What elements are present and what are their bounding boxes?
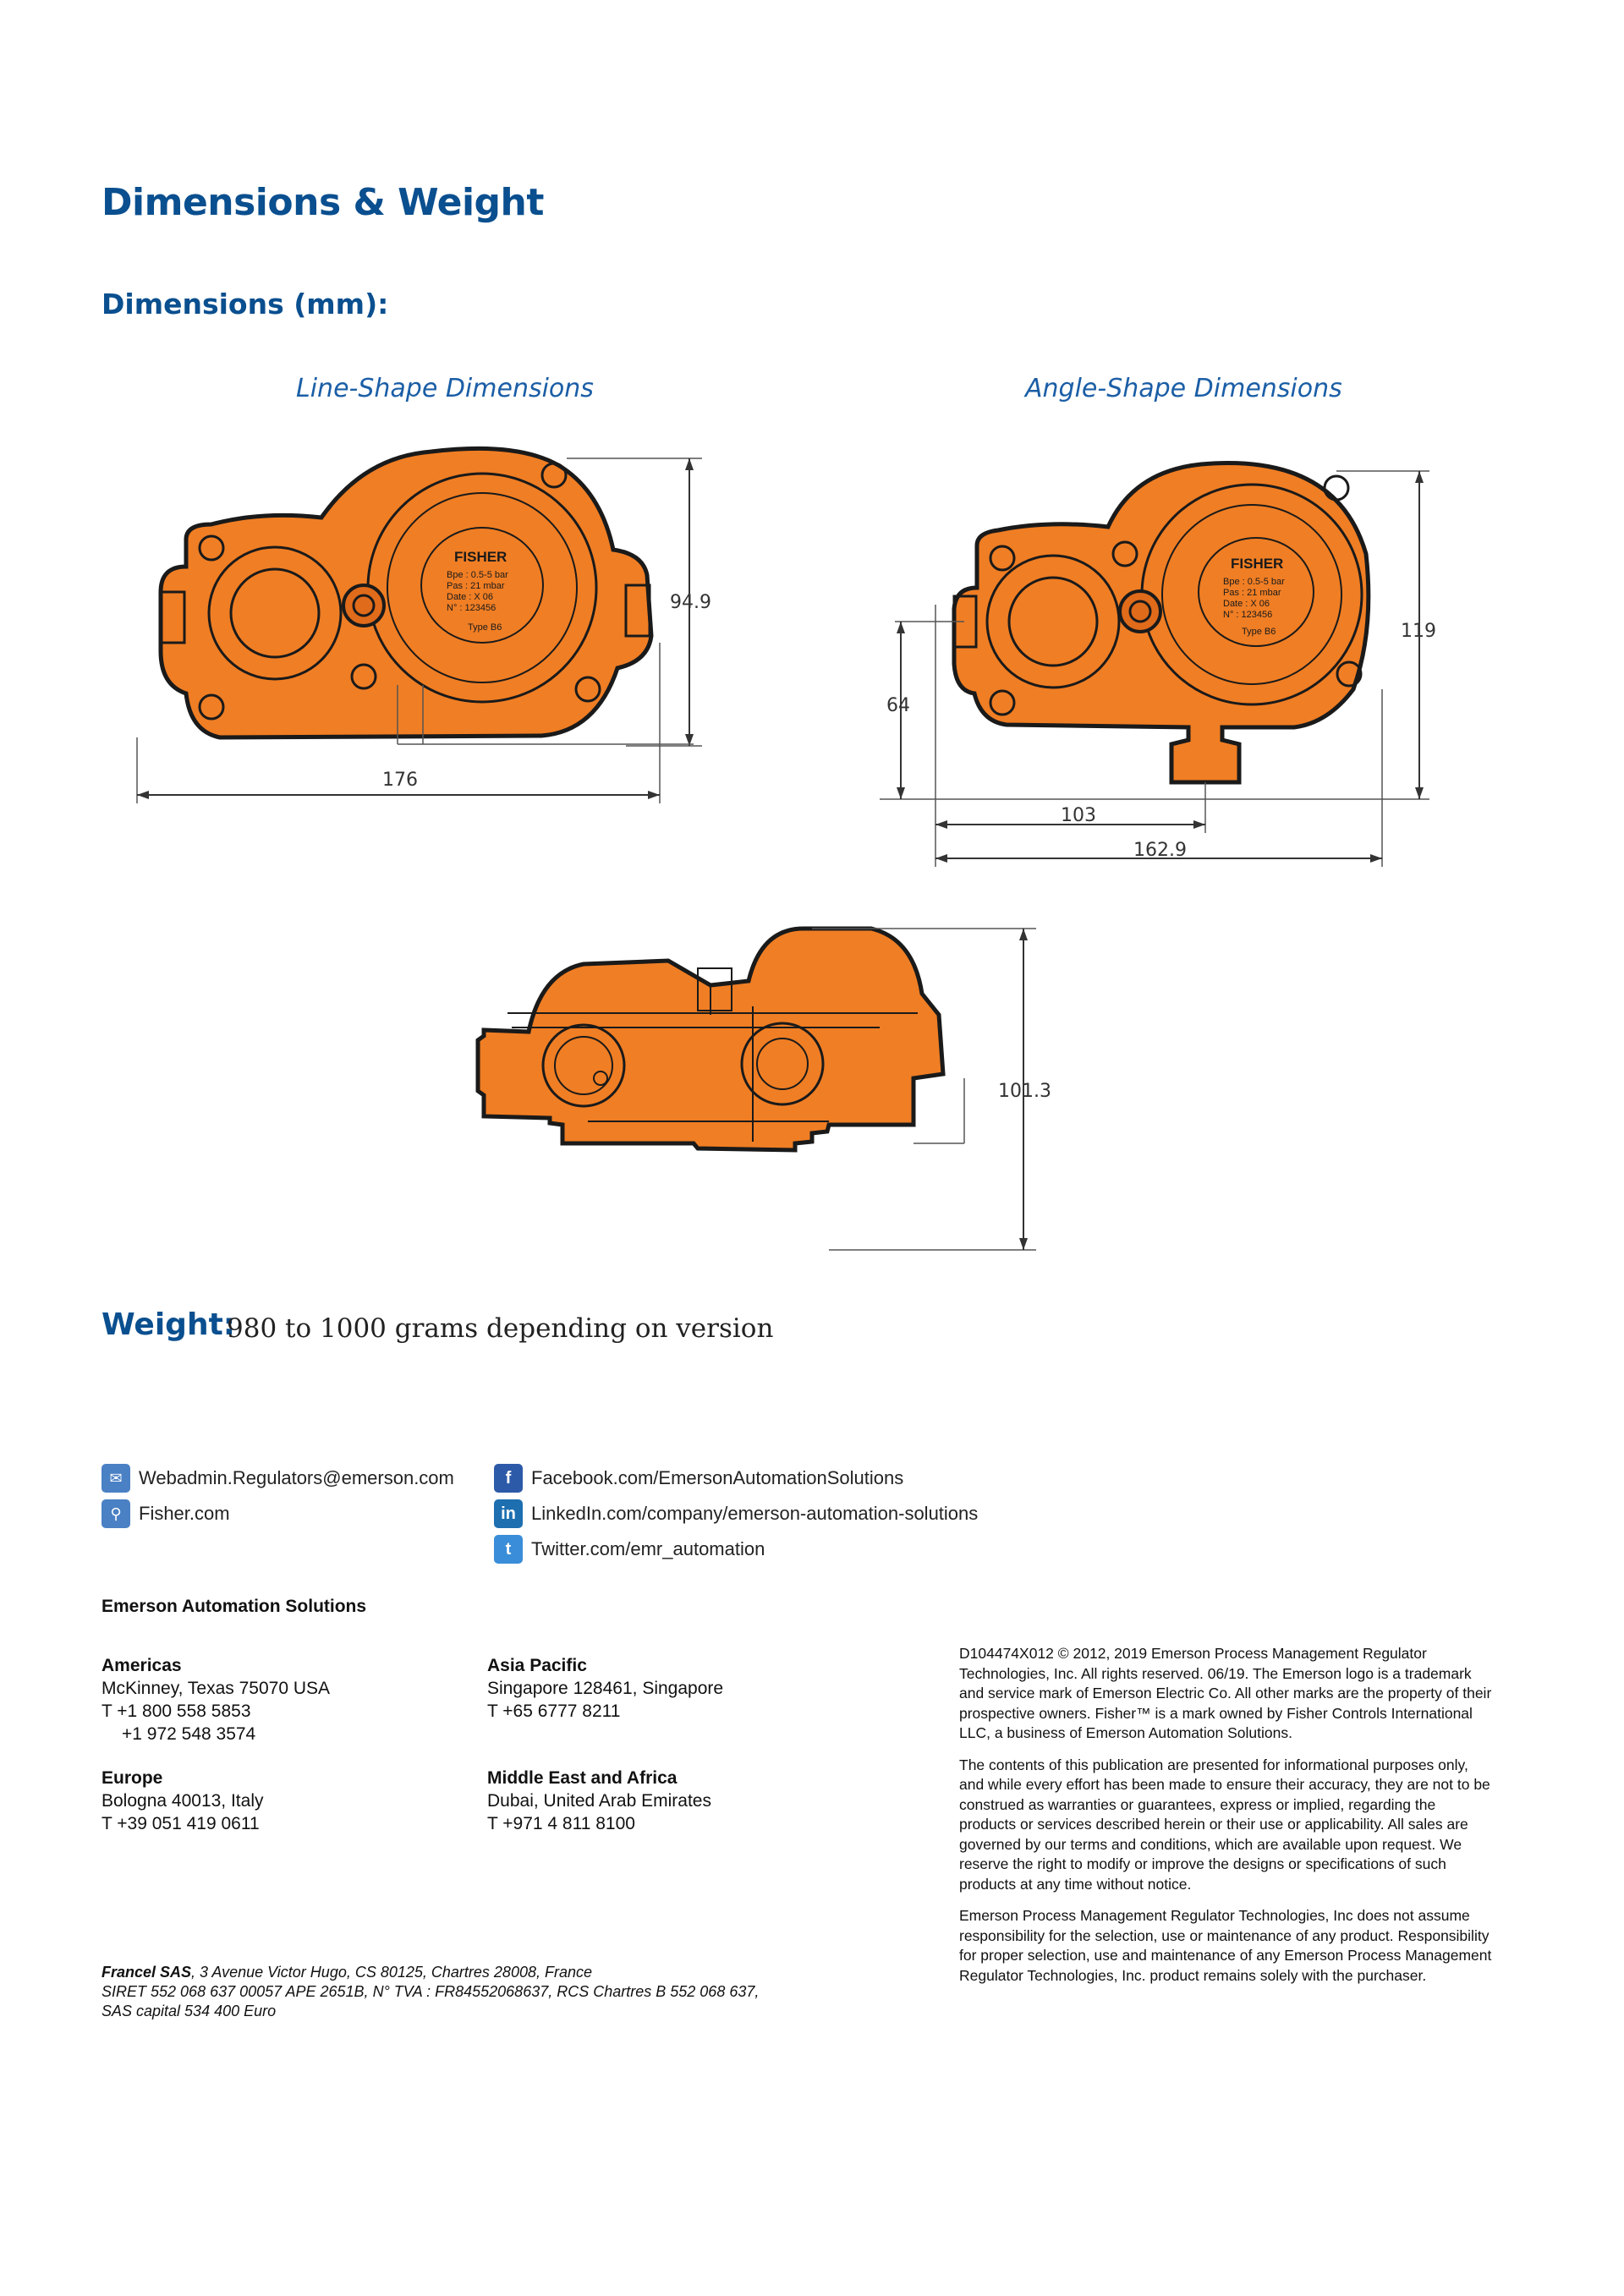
region-name: Middle East and Africa	[487, 1768, 678, 1788]
francel-address: , 3 Avenue Victor Hugo, CS 80125, Chartres 28008, France	[191, 1964, 592, 1981]
region-asia-pacific	[487, 1654, 723, 1723]
angle-plate-brand: FISHER	[1231, 556, 1284, 572]
region-phone: T +971 4 811 8100	[487, 1814, 635, 1833]
region-name: Americas	[102, 1656, 182, 1675]
region-name: Asia Pacific	[487, 1656, 587, 1675]
legal-paragraph-responsibility: Emerson Process Management Regulator Technologies, Inc does not assume responsibility for the selection, use or maintenance of any product. Responsibility for proper selection, use and maintenance of any Emerson Process Management Regulator Technologies, Inc. product remains solely with the purchaser.	[959, 1907, 1492, 1984]
region-phone: T +65 6777 8211	[487, 1701, 621, 1721]
legal-paragraph-disclaimer: The contents of this publication are presented for informational purposes only, and while every effort has been made to ensure their accuracy, they are not to be construed as warranties or guarantees, express or implied, regarding the products or services described herein or their use or applicability. All sales are governed by our terms and conditions, which are available upon request. We reserve the right to modify or improve the designs or specifications of such products at any time without notice.	[959, 1756, 1490, 1893]
line-shape-drawing	[118, 440, 727, 812]
twitter-contact[interactable]	[494, 1535, 765, 1564]
region-phone: T +1 800 558 5853	[102, 1701, 251, 1721]
region-address: Singapore 128461, Singapore	[487, 1679, 724, 1698]
facebook-contact[interactable]	[494, 1464, 903, 1493]
region-europe	[102, 1767, 263, 1835]
angle-plate-date: Date : X 06	[1223, 599, 1270, 609]
line-length-dimension: 176	[382, 770, 418, 791]
linkedin-icon: in	[494, 1499, 523, 1528]
line-plate-type: Type B6	[468, 622, 502, 633]
francel-registration: SIRET 552 068 637 00057 APE 2651B, N° TVA : FR84552068637, RCS Chartres B 552 068 637,	[102, 1983, 760, 2000]
email-contact[interactable]	[102, 1464, 454, 1493]
francel-capital: SAS capital 534 400 Euro	[102, 2003, 277, 2019]
region-americas	[102, 1654, 330, 1745]
region-address: Bologna 40013, Italy	[102, 1791, 264, 1811]
angle-outlet-offset-dimension: 103	[1061, 805, 1096, 826]
angle-plate-number: N° : 123456	[1223, 610, 1273, 620]
line-height-dimension: 94.9	[670, 592, 711, 613]
company-name: Emerson Automation Solutions	[102, 1597, 367, 1616]
region-phone: T +39 051 419 0611	[102, 1814, 260, 1833]
legal-paragraph-copyright: D104474X012 © 2012, 2019 Emerson Process Management Regulator Technologies, Inc. All rights reserved. 06/19. The Emerson logo is a trademark and service mark of Emerson Electric Co. All other marks are the property of their prospective owners. Fisher™ is a mark owned by Fisher Controls International LLC, a business of Emerson Automation Solutions.	[959, 1645, 1492, 1741]
angle-regulator-body	[954, 463, 1369, 782]
angle-shape-caption: Angle-Shape Dimensions	[1025, 374, 1342, 403]
web-contact[interactable]	[102, 1499, 230, 1528]
weight-value: 980 to 1000 grams depending on version	[227, 1313, 774, 1344]
search-icon: ⚲	[102, 1499, 130, 1528]
line-plate-pas: Pas : 21 mbar	[447, 581, 505, 591]
angle-inlet-height-dimension: 64	[886, 695, 910, 716]
mail-icon: ✉	[102, 1464, 130, 1493]
francel-name: Francel SAS	[102, 1964, 192, 1981]
region-middle-east-africa	[487, 1767, 711, 1835]
facebook-icon: f	[494, 1464, 523, 1493]
weight-label: Weight:	[102, 1307, 236, 1342]
angle-shape-drawing	[880, 452, 1438, 875]
side-view-drawing	[474, 922, 1049, 1260]
section-subtitle: Dimensions (mm):	[102, 288, 389, 321]
linkedin-contact[interactable]	[494, 1499, 978, 1528]
twitter-icon: t	[494, 1535, 523, 1564]
side-height-dimension: 101.3	[998, 1081, 1051, 1102]
angle-plate-type: Type B6	[1242, 627, 1276, 637]
region-address: McKinney, Texas 75070 USA	[102, 1679, 331, 1698]
angle-length-dimension: 162.9	[1133, 840, 1187, 861]
linkedin-link[interactable]: LinkedIn.com/company/emerson-automation-solutions	[531, 1503, 979, 1524]
line-plate-number: N° : 123456	[447, 603, 497, 613]
angle-plate-pas: Pas : 21 mbar	[1223, 588, 1281, 598]
region-phone-alt: +1 972 548 3574	[122, 1724, 256, 1744]
line-plate-brand: FISHER	[454, 549, 508, 565]
email-link[interactable]: Webadmin.Regulators@emerson.com	[139, 1467, 454, 1488]
side-regulator-body	[478, 929, 943, 1150]
line-shape-caption: Line-Shape Dimensions	[296, 374, 594, 403]
facebook-link[interactable]: Facebook.com/EmersonAutomationSolutions	[531, 1467, 904, 1488]
region-name: Europe	[102, 1768, 163, 1788]
legal-notice	[959, 1644, 1492, 1997]
region-address: Dubai, United Arab Emirates	[487, 1791, 711, 1811]
francel-block	[102, 1963, 759, 2021]
twitter-link[interactable]: Twitter.com/emr_automation	[531, 1538, 765, 1559]
page-title: Dimensions & Weight	[102, 181, 544, 224]
angle-plate-bpe: Bpe : 0.5-5 bar	[1223, 577, 1285, 587]
line-plate-bpe: Bpe : 0.5-5 bar	[447, 570, 508, 580]
angle-height-dimension: 119	[1401, 621, 1436, 642]
line-plate-date: Date : X 06	[447, 592, 494, 602]
web-link[interactable]: Fisher.com	[139, 1503, 230, 1524]
